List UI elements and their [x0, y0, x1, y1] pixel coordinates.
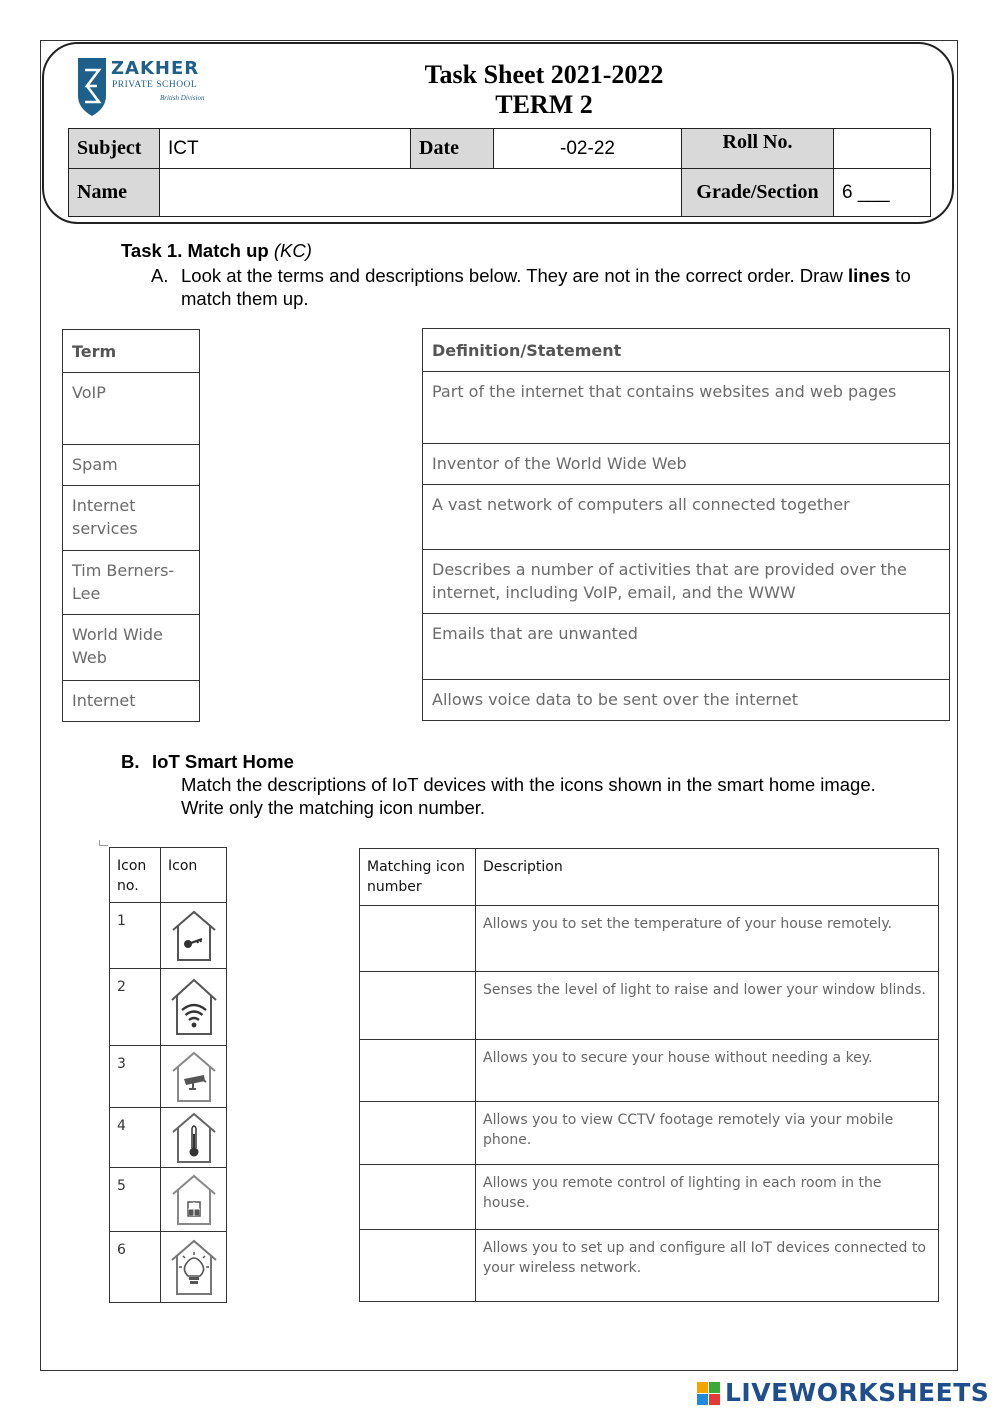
matching-number-input[interactable] — [360, 1040, 476, 1102]
partB-title: IoT Smart Home — [152, 751, 294, 772]
icon-header: Icon — [161, 848, 227, 903]
partA-marker: A. — [151, 265, 169, 286]
house-wifi-icon — [168, 974, 220, 1040]
partA-text-1: Look at the terms and descriptions below. They are not in the correct order. Draw — [181, 265, 843, 286]
matching-number-input[interactable] — [360, 906, 476, 972]
matching-number-header: Matching icon number — [360, 849, 476, 906]
term-cell[interactable]: World Wide Web — [63, 615, 200, 681]
house-key-icon — [169, 908, 219, 964]
definition-cell[interactable]: Describes a number of activities that are provided over the internet, including VoIP, email, and the WWW — [423, 550, 950, 614]
task1-heading — [121, 240, 312, 262]
icon-number: 6 — [110, 1232, 161, 1303]
date-label: Date — [411, 129, 494, 169]
icon-no-header: Icon no. — [110, 848, 161, 903]
definitions-header: Definition/Statement — [423, 329, 950, 372]
icon-number: 5 — [110, 1168, 161, 1232]
definitions-table — [422, 328, 950, 721]
description-cell: Allows you to view CCTV footage remotely via your mobile phone. — [476, 1102, 939, 1165]
grade-label: Grade/Section — [682, 169, 834, 217]
logo-subtitle: PRIVATE SCHOOL — [112, 80, 198, 90]
icon-number: 2 — [110, 969, 161, 1046]
partB-instructions-2: Write only the matching icon number. — [181, 797, 486, 818]
table-anchor-mark — [99, 840, 108, 846]
matching-number-input[interactable] — [360, 1165, 476, 1230]
name-label: Name — [69, 169, 160, 217]
description-header: Description — [476, 849, 939, 906]
date-value: -02-22 — [494, 129, 682, 169]
roll-input[interactable] — [834, 129, 931, 169]
icon-number: 4 — [110, 1108, 161, 1168]
terms-header: Term — [63, 330, 200, 373]
partA-bold: lines — [848, 265, 891, 286]
matching-table — [359, 848, 939, 1302]
footer-brand-text: LIVEWORKSHEETS — [725, 1378, 990, 1407]
icons-table — [109, 847, 227, 1303]
icon-cell — [161, 1232, 227, 1303]
logo-name: ZAKHER — [111, 58, 200, 79]
icon-cell — [161, 1108, 227, 1168]
task1-tag: (KC) — [273, 240, 312, 261]
term-cell[interactable]: Tim Berners-Lee — [63, 551, 200, 615]
icon-number: 3 — [110, 1046, 161, 1108]
house-window-icon — [169, 1172, 219, 1228]
icon-cell — [161, 1168, 227, 1232]
sheet-term: TERM 2 — [495, 90, 593, 119]
definition-cell[interactable]: Emails that are unwanted — [423, 614, 950, 680]
description-cell: Allows you to set up and configure all IoT devices connected to your wireless network. — [476, 1230, 939, 1302]
definition-cell[interactable]: Part of the internet that contains websites and web pages — [423, 372, 950, 444]
house-lightbulb-icon — [168, 1236, 220, 1298]
roll-label: Roll No. — [682, 129, 834, 169]
matching-number-input[interactable] — [360, 972, 476, 1040]
task1-title: Task 1. Match up — [121, 240, 269, 261]
description-cell: Senses the level of light to raise and lower your window blinds. — [476, 972, 939, 1040]
name-input[interactable] — [160, 169, 682, 217]
sheet-title: Task Sheet 2021-2022 — [424, 60, 664, 89]
logo-division: British Division — [160, 94, 205, 102]
icon-cell — [161, 1046, 227, 1108]
subject-value: ICT — [160, 129, 411, 169]
matching-number-input[interactable] — [360, 1230, 476, 1302]
description-cell: Allows you remote control of lighting in each room in the house. — [476, 1165, 939, 1230]
grade-value[interactable]: 6 ___ — [834, 169, 931, 217]
matching-number-input[interactable] — [360, 1102, 476, 1165]
term-cell[interactable]: Spam — [63, 445, 200, 486]
icon-cell — [161, 903, 227, 969]
partA-text-2: to match them up. — [181, 265, 911, 309]
term-cell[interactable]: Internet services — [63, 486, 200, 551]
student-info-table — [68, 128, 931, 217]
house-cctv-icon — [169, 1049, 219, 1105]
icon-number: 1 — [110, 903, 161, 969]
terms-table — [62, 329, 200, 722]
partA-instructions — [181, 264, 931, 310]
definition-cell[interactable]: Allows voice data to be sent over the internet — [423, 680, 950, 721]
liveworksheets-logo-icon — [697, 1382, 721, 1406]
partB-instructions-1: Match the descriptions of IoT devices with the icons shown in the smart home image. — [181, 774, 876, 795]
term-cell[interactable]: Internet — [63, 681, 200, 722]
icon-cell — [161, 969, 227, 1046]
term-cell[interactable]: VoIP — [63, 373, 200, 445]
house-thermometer-icon — [169, 1110, 219, 1166]
subject-label: Subject — [69, 129, 160, 169]
description-cell: Allows you to set the temperature of your house remotely. — [476, 906, 939, 972]
partB-marker: B. — [121, 751, 140, 772]
definition-cell[interactable]: Inventor of the World Wide Web — [423, 444, 950, 485]
definition-cell[interactable]: A vast network of computers all connected together — [423, 485, 950, 550]
description-cell: Allows you to secure your house without needing a key. — [476, 1040, 939, 1102]
